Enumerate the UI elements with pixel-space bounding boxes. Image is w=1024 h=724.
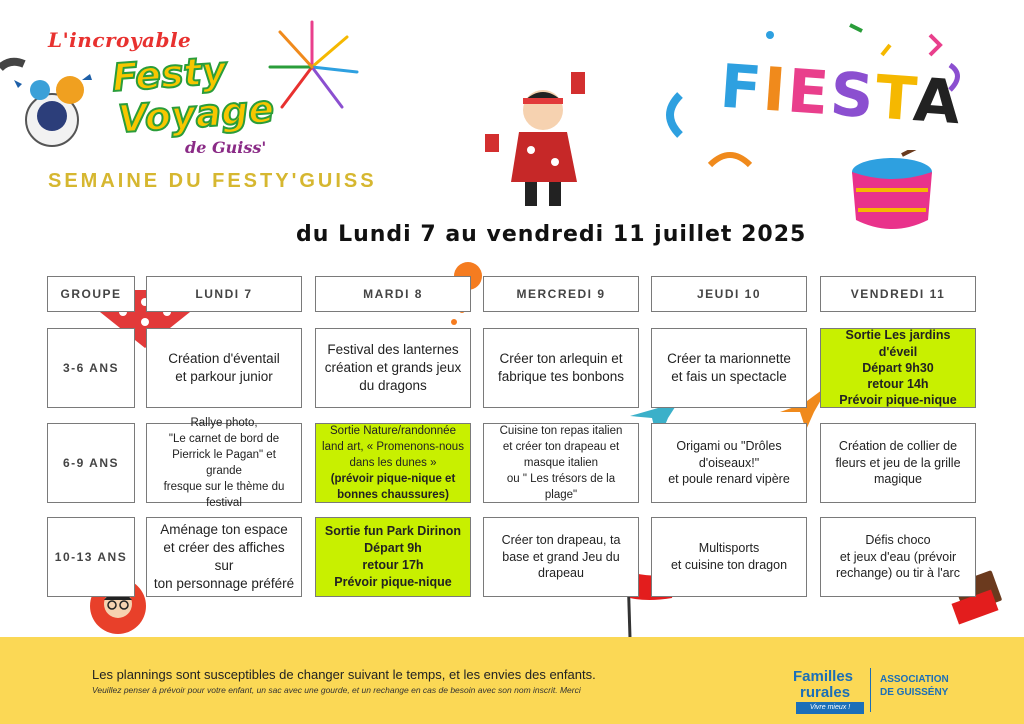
date-range: du Lundi 7 au vendredi 11 juillet 2025 bbox=[296, 222, 807, 247]
outing-cell: Sortie Nature/randonnée land art, « Promenons-nous dans les dunes » (prévoir pique-nique et bonnes chaussures) bbox=[315, 423, 471, 503]
astronaut-illustration bbox=[0, 50, 110, 160]
footer-notice: Les plannings sont susceptibles de changer suivant le temps, et les envies des enfants. bbox=[92, 667, 596, 682]
outing-cell: Sortie fun Park Dirinon Départ 9h retour 17h Prévoir pique-nique bbox=[315, 517, 471, 597]
outing-cell: Sortie Les jardins d'éveil Départ 9h30 retour 14h Prévoir pique-nique bbox=[820, 328, 976, 408]
familles-rurales-logo-line2: rurales bbox=[800, 684, 851, 701]
activity-cell: Créer ton arlequin et fabrique tes bonbons bbox=[483, 328, 639, 408]
header-groupe: GROUPE bbox=[47, 276, 135, 312]
header-vendredi: VENDREDI 11 bbox=[820, 276, 976, 312]
drum-illustration bbox=[842, 150, 942, 240]
fireworks-illustration bbox=[262, 12, 362, 122]
activity-cell: Créer ta marionnette et fais un spectacle bbox=[651, 328, 807, 408]
header-mercredi: MERCREDI 9 bbox=[483, 276, 639, 312]
familles-rurales-logo-line1: Familles bbox=[793, 668, 854, 685]
logo-festy: Festy bbox=[110, 48, 228, 100]
activity-cell: Création d'éventail et parkour junior bbox=[146, 328, 302, 408]
header-jeudi: JEUDI 10 bbox=[651, 276, 807, 312]
header-lundi: LUNDI 7 bbox=[146, 276, 302, 312]
activity-cell: Multisports et cuisine ton dragon bbox=[651, 517, 807, 597]
activity-cell: Créer ton drapeau, ta base et grand Jeu du drapeau bbox=[483, 517, 639, 597]
activity-cell: Rallye photo, "Le carnet de bord de Pierrick le Pagan" et grande fresque sur le thème du festival bbox=[146, 423, 302, 503]
logo-divider bbox=[870, 668, 871, 712]
logo-tagline: Vivre mieux ! bbox=[796, 702, 864, 714]
association-label: ASSOCIATION bbox=[880, 674, 949, 685]
activity-cell: Aménage ton espace et créer des affiches sur ton personnage préféré bbox=[146, 517, 302, 597]
logo-line1: L'incroyable bbox=[48, 28, 192, 52]
japanese-dancer-illustration bbox=[485, 72, 605, 212]
fiesta-title: FIESTA bbox=[717, 51, 965, 139]
group-3-6: 3-6 ANS bbox=[47, 328, 135, 408]
logo-voyage: Voyage bbox=[116, 86, 276, 142]
activity-cell: Défis choco et jeux d'eau (prévoir rechange) ou tir à l'arc bbox=[820, 517, 976, 597]
footer-reminder: Veuillez penser à prévoir pour votre enfant, un sac avec une gourde, et un rechange en cas de besoin avec son nom inscrit. Merci bbox=[92, 685, 581, 695]
activity-cell: Origami ou "Drôles d'oiseaux!" et poule renard vipère bbox=[651, 423, 807, 503]
association-name: DE GUISSÉNY bbox=[880, 687, 949, 698]
logo-guiss: de Guiss' bbox=[185, 138, 267, 157]
group-6-9: 6-9 ANS bbox=[47, 423, 135, 503]
activity-cell: Cuisine ton repas italien et créer ton drapeau et masque italien ou " Les trésors de la plage" bbox=[483, 423, 639, 503]
group-10-13: 10-13 ANS bbox=[47, 517, 135, 597]
activity-cell: Festival des lanternes création et grands jeux du dragons bbox=[315, 328, 471, 408]
header-mardi: MARDI 8 bbox=[315, 276, 471, 312]
activity-cell: Création de collier de fleurs et jeu de la grille magique bbox=[820, 423, 976, 503]
page-subtitle: SEMAINE DU FESTY'GUISS bbox=[48, 170, 377, 192]
